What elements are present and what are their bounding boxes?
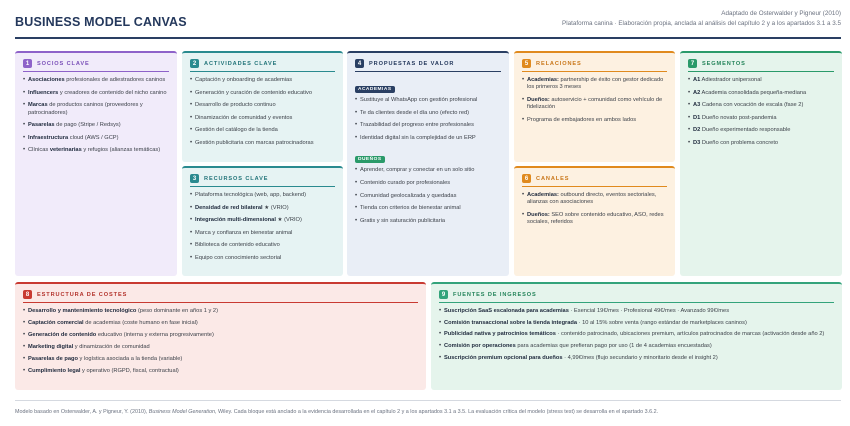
list-item: • Clínicas veterinarias y refugios (alianzas temáticas) — [23, 147, 169, 154]
list-item: • Comunidad geolocalizada y quedadas — [355, 193, 501, 200]
list-item: • Te da clientes desde el día uno (efecto red) — [355, 110, 501, 117]
list-item: • Publicidad nativa y patrocinios temáticos · contenido patrocinado, ubicaciones premium, artículos patrocinados de marcas (activación desde año 2) — [439, 331, 834, 338]
list-item: • Gratis y sin saturación publicitaria — [355, 218, 501, 225]
block-propuestas-valor — [347, 51, 509, 276]
list-item: • Marcas de productos caninos (proveedores y patrocinadores) — [23, 102, 169, 117]
list-item: • Comisión transaccional sobre la tienda integrada · 10 al 15% sobre venta (rango estándar de marketplaces caninos) — [439, 320, 834, 327]
list-item: • Trazabilidad del progreso entre profesionales — [355, 122, 501, 129]
relaciones-list — [522, 77, 667, 124]
attribution-line-2: Plataforma canina · Elaboración propia, anclada al análisis del capítulo 2 y a los apartados 3.1 a 3.5 — [562, 20, 841, 27]
block-header — [688, 59, 834, 72]
list-item: • Suscripción SaaS escalonada para academias · Esencial 19€/mes · Profesional 49€/mes · Avanzado 99€/mes — [439, 308, 834, 315]
list-item: • D1 Dueño novato post-pandemia — [688, 115, 834, 122]
list-item: • D2 Dueño experimentado responsable — [688, 127, 834, 134]
list-item: • Suscripción premium opcional para dueños · 4,99€/mes (flujo secundario y minoritario desde el insight 2) — [439, 355, 834, 362]
actividades-list — [190, 77, 335, 147]
page-header — [15, 9, 841, 39]
block-number: 1 — [23, 59, 32, 68]
block-canales — [514, 166, 675, 276]
list-item: • Biblioteca de contenido educativo — [190, 242, 335, 249]
costes-list — [23, 308, 418, 375]
segmentos-list — [688, 77, 834, 147]
academias-tag: ACADEMIAS — [355, 86, 395, 93]
list-item: • Captación y onboarding de academias — [190, 77, 335, 84]
block-header — [190, 174, 335, 187]
attribution — [562, 9, 841, 29]
block-title: PROPUESTAS DE VALOR — [369, 60, 455, 67]
list-item: • A1 Adiestrador unipersonal — [688, 77, 834, 84]
block-relaciones — [514, 51, 675, 162]
block-number: 3 — [190, 174, 199, 183]
block-actividades-clave — [182, 51, 343, 162]
list-item: • Marca y confianza en bienestar animal — [190, 230, 335, 237]
list-item: • Academias: outbound directo, eventos sectoriales, alianzas con asociaciones — [522, 192, 667, 207]
list-item: • Sustituye al WhatsApp con gestión profesional — [355, 97, 501, 104]
duenos-tag: DUEÑOS — [355, 156, 385, 163]
list-item: • D3 Dueño con problema concreto — [688, 140, 834, 147]
list-item: • Cumplimiento legal y operativo (RGPD, fiscal, contractual) — [23, 368, 418, 375]
recursos-list — [190, 192, 335, 262]
footnote-book-title: Business Model Generation — [148, 409, 215, 415]
list-item: • Identidad digital sin la complejidad de un ERP — [355, 135, 501, 142]
block-header — [522, 174, 667, 187]
list-item: • Pasarelas de pago (Stripe / Redsys) — [23, 122, 169, 129]
footnote — [15, 409, 841, 415]
block-estructura-costes — [15, 282, 426, 390]
list-item: • Pasarelas de pago y logística asociada a la tienda (variable) — [23, 356, 418, 363]
block-number: 2 — [190, 59, 199, 68]
block-recursos-clave — [182, 166, 343, 276]
block-header — [522, 59, 667, 72]
block-header — [355, 59, 501, 72]
canales-list — [522, 192, 667, 227]
block-number: 4 — [355, 59, 364, 68]
list-item: • Tienda con criterios de bienestar animal — [355, 205, 501, 212]
block-number: 9 — [439, 290, 448, 299]
list-item: • Marketing digital y dinamización de comunidad — [23, 344, 418, 351]
block-number: 7 — [688, 59, 697, 68]
block-number: 6 — [522, 174, 531, 183]
list-item: • Gestión del catálogo de la tienda — [190, 127, 335, 134]
list-item: • Dueños: autoservicio + comunidad como vehículo de fidelización — [522, 97, 667, 112]
block-title: ACTIVIDADES CLAVE — [204, 60, 278, 67]
list-item: • Influencers y creadores de contenido del nicho canino — [23, 90, 169, 97]
block-title: RELACIONES — [536, 60, 582, 67]
block-number: 8 — [23, 290, 32, 299]
block-header — [439, 290, 834, 303]
block-number: 5 — [522, 59, 531, 68]
list-item: • Equipo con conocimiento sectorial — [190, 255, 335, 262]
footnote-text: Modelo basado en Osterwalder, A. y Pigneur, Y. (2010), — [15, 409, 149, 415]
block-title: ESTRUCTURA DE COSTES — [37, 291, 128, 298]
page-title: BUSINESS MODEL CANVAS — [15, 15, 187, 29]
block-header — [23, 59, 169, 72]
list-item: • A2 Academia consolidada pequeña-mediana — [688, 90, 834, 97]
block-title: RECURSOS CLAVE — [204, 175, 269, 182]
attribution-line-1: Adaptado de Osterwalder y Pigneur (2010) — [721, 10, 841, 17]
block-header — [23, 290, 418, 303]
list-item: • Densidad de red bilateral ★ (VRIO) — [190, 205, 335, 212]
list-item: • Plataforma tecnológica (web, app, backend) — [190, 192, 335, 199]
list-item: • Contenido curado por profesionales — [355, 180, 501, 187]
list-item: • Dueños: SEO sobre contenido educativo, ASO, redes sociales, referidos — [522, 212, 667, 227]
list-item: • Comisión por operaciones para academias que prefieran pago por uso (1 de 4 academias encuestadas) — [439, 343, 834, 350]
list-item: • Infraestructura cloud (AWS / GCP) — [23, 135, 169, 142]
block-title: SOCIOS CLAVE — [37, 60, 90, 67]
block-fuentes-ingresos — [431, 282, 842, 390]
list-item: • Asociaciones profesionales de adiestradores caninos — [23, 77, 169, 84]
block-socios-clave — [15, 51, 177, 276]
propuestas-academias-list — [355, 97, 501, 142]
list-item: • A3 Cadena con vocación de escala (fase 2) — [688, 102, 834, 109]
block-segmentos — [680, 51, 842, 276]
list-item: • Integración multi-dimensional ★ (VRIO) — [190, 217, 335, 224]
list-item: • Captación comercial de academias (coste humano en fase inicial) — [23, 320, 418, 327]
list-item: • Generación y curación de contenido educativo — [190, 90, 335, 97]
list-item: • Aprender, comprar y conectar en un solo sitio — [355, 167, 501, 174]
block-title: CANALES — [536, 175, 570, 182]
list-item: • Dinamización de comunidad y eventos — [190, 115, 335, 122]
socios-list — [23, 77, 169, 155]
footer-divider — [15, 400, 841, 401]
ingresos-list — [439, 308, 834, 362]
list-item: • Academias: partnership de éxito con gestor dedicado los primeros 3 meses — [522, 77, 667, 92]
list-item: • Gestión publicitaria con marcas patrocinadoras — [190, 140, 335, 147]
block-title: FUENTES DE INGRESOS — [453, 291, 537, 298]
list-item: • Desarrollo de producto continuo — [190, 102, 335, 109]
propuestas-duenos-list — [355, 167, 501, 225]
block-header — [190, 59, 335, 72]
block-title: SEGMENTOS — [702, 60, 746, 67]
list-item: • Desarrollo y mantenimiento tecnológico (peso dominante en años 1 y 2) — [23, 308, 418, 315]
list-item: • Programa de embajadores en ambos lados — [522, 117, 667, 124]
list-item: • Generación de contenido educativo (interna y externa progresivamente) — [23, 332, 418, 339]
footnote-text: , Wiley. Cada bloque está anclado a la evidencia desarrollada en el capítulo 2 y a los apartados 3.1 a 3.5. La evaluación crítica del modelo (stress test) se desarrolla en el apartado 3.6.2. — [214, 409, 659, 415]
